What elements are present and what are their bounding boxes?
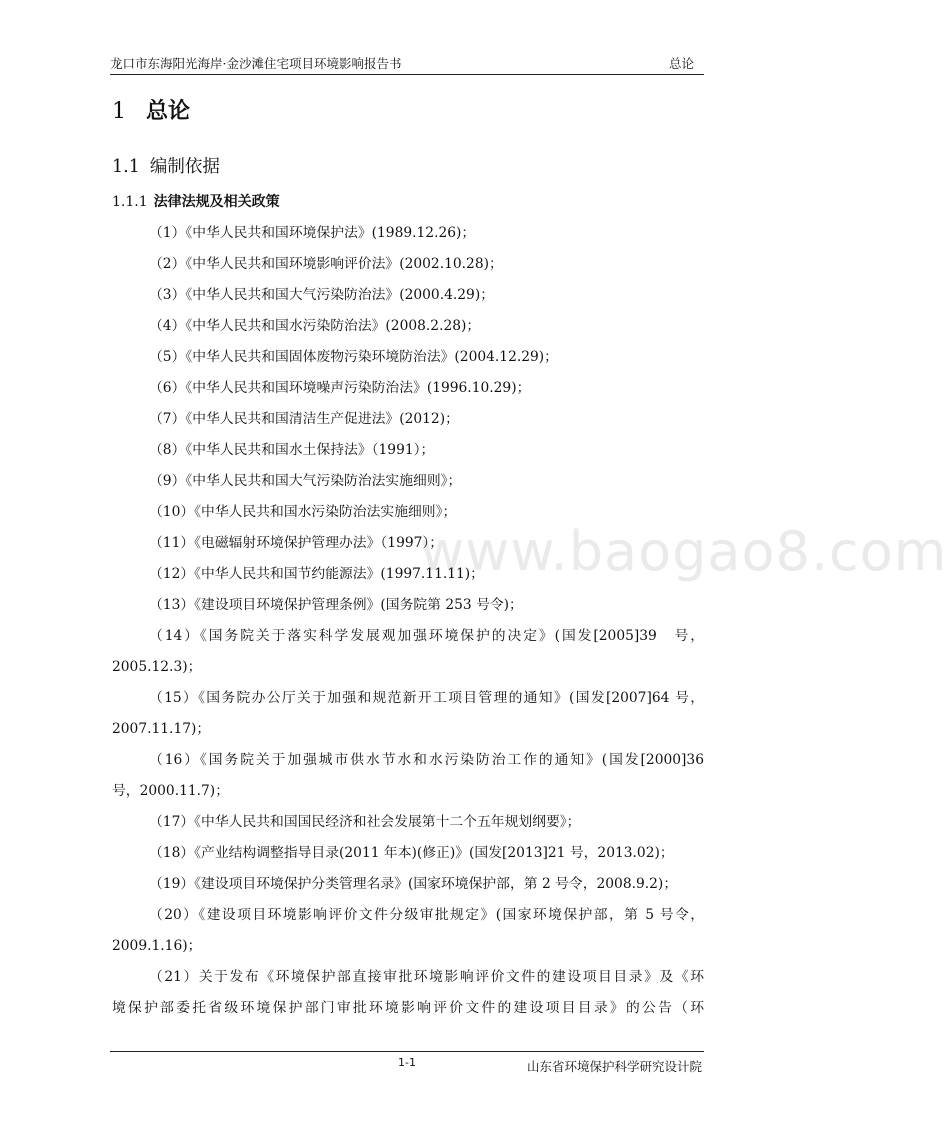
regulation-line: （10）《中华人民共和国水污染防治法实施细则》；	[149, 504, 457, 520]
regulation-line: （19）《建设项目环境保护分类管理名录》(国家环境保护部，第 2 号令，2008.9.2)；	[149, 876, 678, 892]
regulation-line: （4）《中华人民共和国水污染防治法》(2008.2.28)；	[149, 318, 481, 334]
regulation-line: 2009.1.16)；	[112, 938, 202, 954]
regulation-line: （1）《中华人民共和国环境保护法》(1989.12.26)；	[149, 225, 476, 241]
chapter-number: 1	[112, 99, 126, 124]
chapter-heading	[112, 94, 190, 125]
page-number: 1-1	[398, 1056, 416, 1069]
regulation-line: （2）《中华人民共和国环境影响评价法》(2002.10.28)；	[149, 256, 503, 272]
regulation-line: 号，2000.11.7)；	[112, 783, 229, 799]
subsection-title: 法律法规及相关政策	[153, 194, 280, 210]
watermark: www.baogao8.com	[420, 520, 947, 583]
regulation-line: （7）《中华人民共和国清洁生产促进法》(2012)；	[149, 411, 459, 427]
regulation-line: （8）《中华人民共和国水土保持法》（1991）；	[149, 442, 435, 458]
regulation-list	[112, 222, 704, 1028]
footer-organization: 山东省环境保护科学研究设计院	[526, 1059, 702, 1074]
regulation-line: （17）《中华人民共和国国民经济和社会发展第十二个五年规划纲要》；	[149, 814, 581, 830]
regulation-line: （13）《建设项目环境保护管理条例》(国务院第 253 号令)；	[149, 597, 523, 613]
regulation-line: （18）《产业结构调整指导目录(2011 年本)(修正)》(国发[2013]21 号，2013.02)；	[149, 845, 674, 861]
page-header	[110, 52, 704, 75]
regulation-line: （11）《电磁辐射环境保护管理办法》（1997）；	[149, 535, 444, 551]
header-document-title: 龙口市东海阳光海岸·金沙滩住宅项目环境影响报告书	[110, 56, 402, 71]
regulation-line: （6）《中华人民共和国环境噪声污染防治法》(1996.10.29)；	[149, 380, 531, 396]
regulation-line: （21）关于发布《环境保护部直接审批环境影响评价文件的建设项目目录》及《环	[149, 969, 704, 985]
regulation-line: （9）《中华人民共和国大气污染防治法实施细则》；	[149, 473, 462, 489]
section-title: 编制依据	[149, 157, 220, 177]
section-heading	[112, 153, 220, 178]
regulation-line: 2005.12.3)；	[112, 659, 202, 675]
page-footer	[110, 1051, 704, 1074]
regulation-line: （20）《建设项目环境影响评价文件分级审批规定》(国家环境保护部，第 5 号令，	[149, 907, 704, 923]
regulation-line: 2007.11.17)；	[112, 721, 211, 737]
regulation-line: （16）《国务院关于加强城市供水节水和水污染防治工作的通知》(国发[2000]36	[149, 752, 704, 768]
regulation-line: 境保护部委托省级环境保护部门审批环境影响评价文件的建设项目目录》的公告（环	[112, 1000, 704, 1016]
regulation-line: （3）《中华人民共和国大气污染防治法》(2000.4.29)；	[149, 287, 495, 303]
chapter-title: 总论	[146, 99, 191, 124]
subsection-heading	[112, 191, 280, 211]
header-chapter-title: 总论	[668, 56, 694, 71]
regulation-line: （15）《国务院办公厅关于加强和规范新开工项目管理的通知》(国发[2007]64 号，	[149, 690, 704, 706]
subsection-number: 1.1.1	[112, 194, 148, 210]
regulation-line: （12）《中华人民共和国节约能源法》(1997.11.11)；	[149, 566, 484, 582]
section-number: 1.1	[112, 157, 140, 177]
regulation-line: （5）《中华人民共和国固体废物污染环境防治法》(2004.12.29)；	[149, 349, 558, 365]
regulation-line: （14）《国务院关于落实科学发展观加强环境保护的决定》(国发[2005]39 号，	[149, 628, 704, 644]
